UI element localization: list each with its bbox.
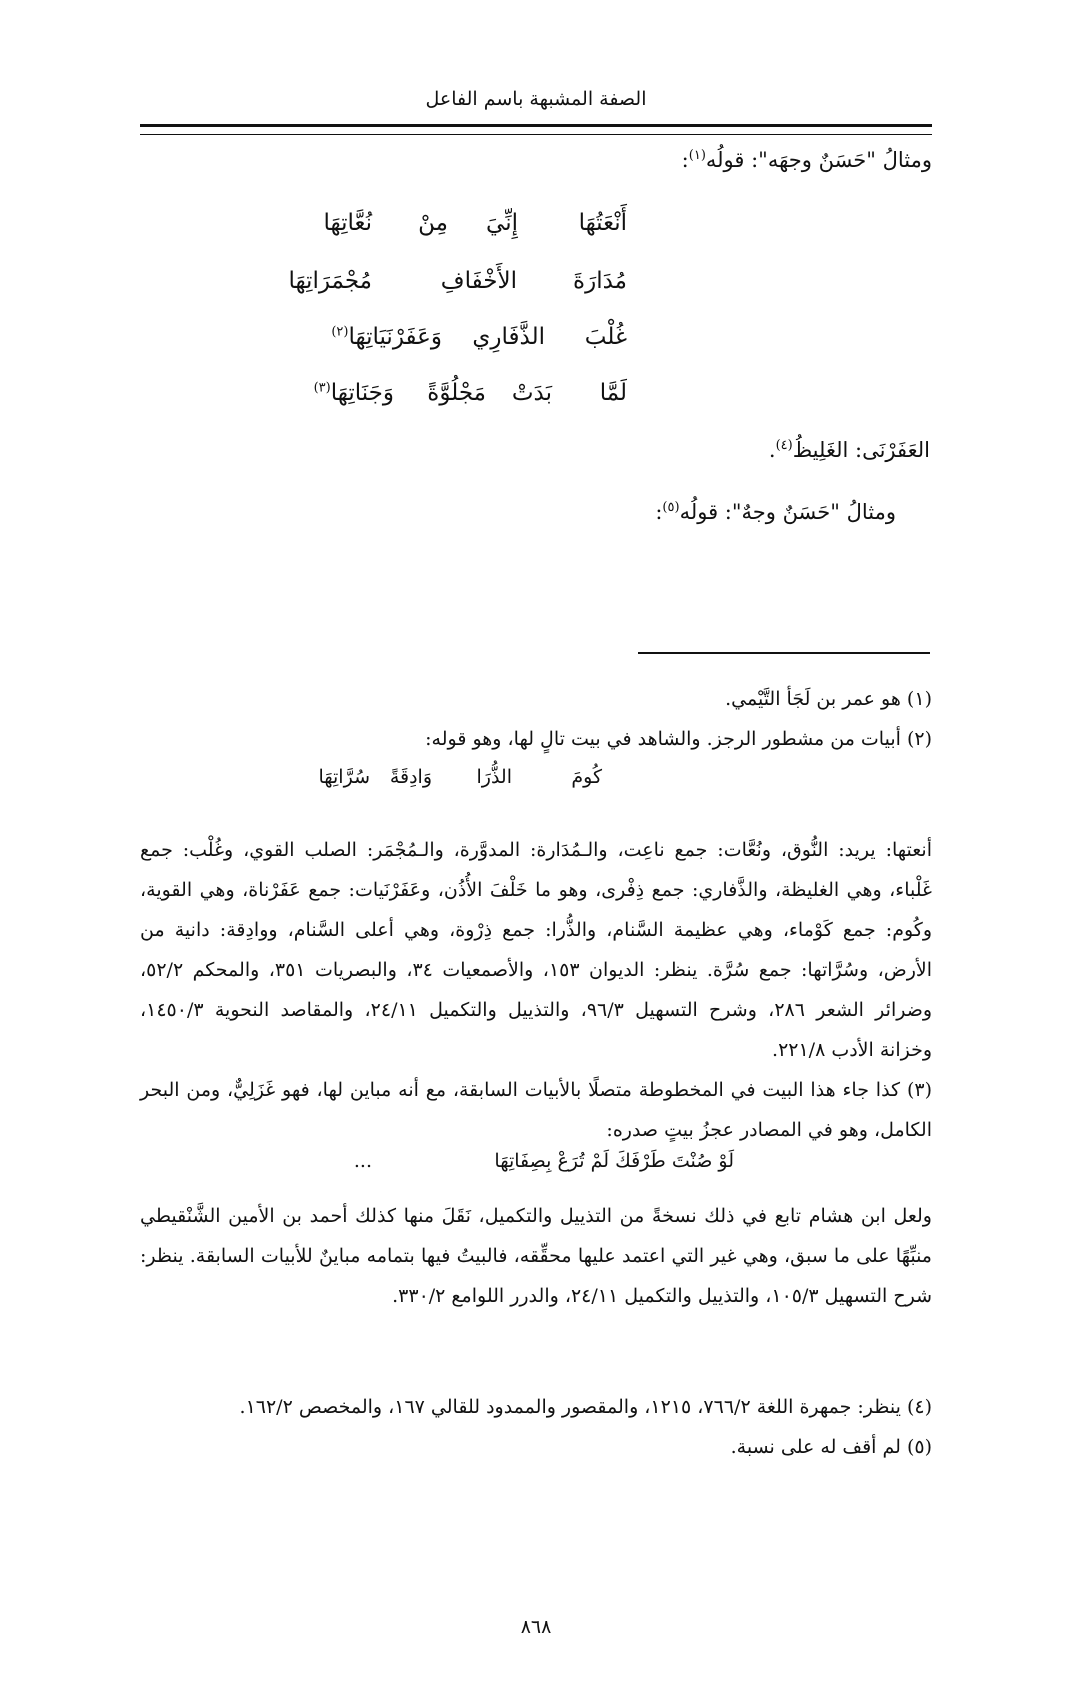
footnote-3-body: ولعل ابن هشام تابع في ذلك نسخةً من التذييل والتكميل، نَقَلَ منها كذلك أحمد بن الأمين الشَّنْقيطي منبِّهًا على ما سبق، وهي غير التي اعتمد عليها محقِّقه، فالبيتُ فيها بتمامه مباينٌ للأبيات السابقة. ينظر: شرح التسهيل ١٠٥/٣، والتذييل والتكميل ٢٤/١١، والدرر اللوامع ٣٣٠/٢.	[140, 1205, 932, 1307]
verse-4-word-2: بَدَتْ	[511, 380, 552, 406]
footnote-3-head: (٣) كذا جاء هذا البيت في المخطوطة متصلًا بالأبيات السابقة، مع أنه مباين لها، فهو غَزَلِيٌّ، ومن البحر الكامل، وهو في المصادر عجزُ بيتٍ صدره:	[140, 1079, 932, 1141]
footnote-ref-5: (٥)	[662, 500, 680, 515]
page-number: ٨٦٨	[520, 1616, 552, 1638]
verse-1-word-4: نُعَّاتِهَا	[323, 210, 372, 236]
fn3-verse-first-half: لَوْ صُنْتَ طَرْفَكَ لَمْ تُرَعْ بِصِفَاتِهَا	[494, 1150, 734, 1172]
verse-3-word-1: غُلْبَ	[584, 324, 627, 350]
fn2-verse-word-4: سُرَّاتِهَا	[318, 766, 370, 788]
fn2-verse-word-2: الذُّرَا	[476, 766, 512, 788]
footnote-ref-3: (٣)	[313, 380, 331, 396]
footnote-ref-1: (١)	[688, 148, 706, 163]
intro-1-colon: :	[681, 148, 689, 172]
footnote-2-head: (٢) أبيات من مشطور الرجز. والشاهد في بيت تالٍ لها، وهو قوله:	[425, 728, 932, 750]
verse-2-word-2: الأَخْفَافِ	[440, 268, 517, 294]
intro-2-colon: :	[655, 500, 663, 524]
intro-line-1	[682, 148, 932, 172]
header-rule-thin	[140, 134, 932, 135]
footnote-ref-4: (٤)	[775, 438, 793, 453]
footnote-1: (١) هو عمر بن لَجَأ التَّيْمي.	[725, 688, 932, 710]
running-head: الصفة المشبهة باسم الفاعل	[425, 88, 647, 110]
gloss-line	[769, 438, 930, 462]
header-rule-thick	[140, 124, 932, 127]
verse-4-word-4	[314, 380, 394, 406]
intro-line-2	[655, 500, 896, 524]
verse-4-word-3: مَجْلُوَّةً	[427, 380, 486, 406]
fn3-verse-ellipsis: ...	[353, 1150, 372, 1172]
verse-1-word-3: مِنْ	[418, 210, 448, 236]
verse-3-word-2: الذَّفَارِي	[472, 324, 545, 350]
fn2-verse-word-3: وَادِقَةً	[389, 766, 432, 788]
verse-2-word-3: مُجْمَرَاتِهَا	[288, 268, 372, 294]
gloss-end: .	[768, 438, 776, 462]
verse-1-word-1: أَنْعَتُهَا	[578, 210, 627, 236]
verse-3-word-3-text: وَعَفَرْنَيَاتِهَا	[348, 324, 442, 350]
intro-2-text: ومثالُ "حَسَنٌ وجهٌ": قولُه	[679, 500, 896, 524]
intro-1-text: ومثالُ "حَسَنٌ وجهَه": قولُه	[705, 148, 932, 172]
footnote-4: (٤) ينظر: جمهرة اللغة ٧٦٦/٢، ١٢١٥، والمقصور والممدود للقالي ١٦٧، والمخصص ١٦٢/٢.	[239, 1396, 932, 1418]
verse-1-word-2: إِنِّيَ	[486, 210, 518, 236]
fn2-verse-word-1: كُومَ	[571, 766, 602, 788]
footnote-2-body: أنعتها: يريد: النُّوق، ونُعَّات: جمع ناعِت، والـمُدَارة: المدوَّرة، والـمُجْمَر: الصلب القوي، وغُلْب: جمع غَلْباء، وهي الغليظة، والذَّفاري: جمع ذِفْرى، وهو ما خَلْفَ الأُذُن، وعَفَرْنَيات: جمع عَفَرْناة، وهي القوية، وكُوم: جمع كَوْماء، وهي عظيمة السَّنام، والذُّرا: جمع ذِرْوة، وهي أعلى السَّنام، ووادِقة: دانية من الأرض، وسُرَّاتها: جمع سُرَّة. ينظر: الديوان ١٥٣، والأصمعيات ٣٤، والبصريات ٣٥١، والمحكم ٥٢/٢، وضرائر الشعر ٢٨٦، وشرح التسهيل ٩٦/٣، والتذييل والتكميل ٢٤/١١، والمقاصد النحوية ١٤٥٠/٣، وخزانة الأدب ٢٢١/٨.	[140, 839, 933, 1061]
footnote-ref-2: (٢)	[331, 324, 349, 340]
footnote-separator	[638, 652, 930, 654]
verse-4-word-4-text: وَجَنَاتِهَا	[330, 380, 394, 406]
verse-4-word-1: لَمَّا	[599, 380, 627, 406]
gloss-text: العَفَرْنَى: الغَلِيظُ	[792, 438, 930, 462]
footnote-5: (٥) لم أقف له على نسبة.	[730, 1436, 932, 1458]
verse-3-word-3	[331, 324, 442, 350]
verse-2-word-1: مُدَارَةَ	[573, 268, 627, 294]
